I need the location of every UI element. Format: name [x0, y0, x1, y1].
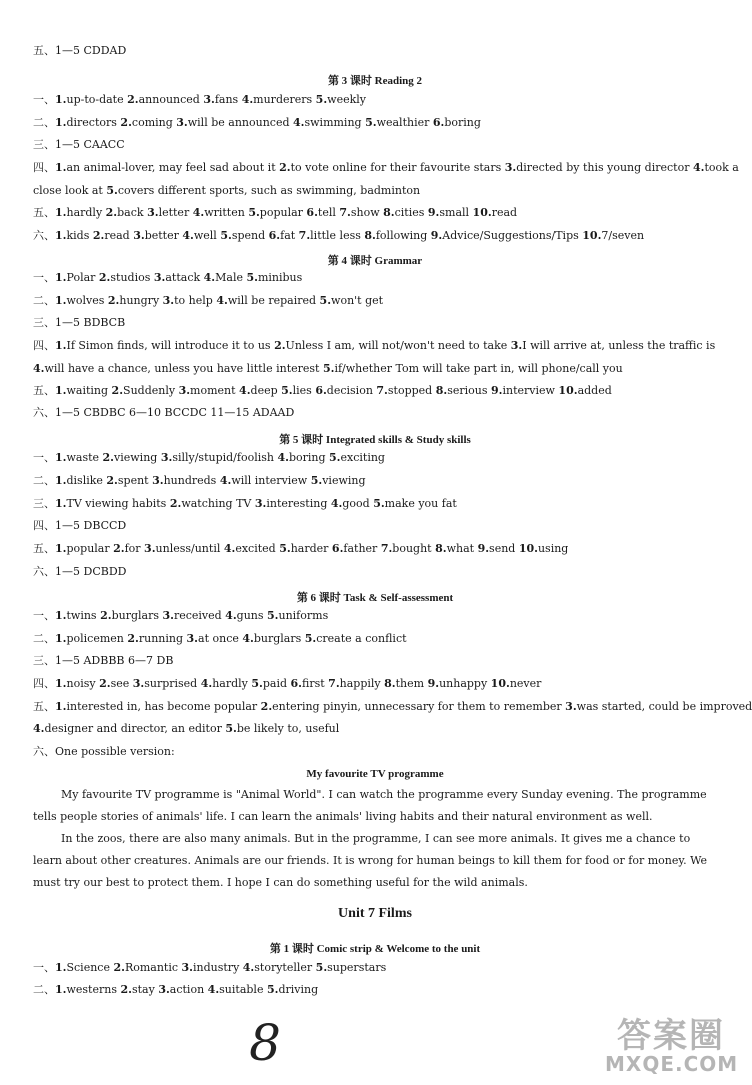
answer-line: 六、One possible version: — [33, 745, 175, 758]
answer-line: 三、1.TV viewing habits 2.watching TV 3.interesting 4.good 5.make you fat — [33, 497, 457, 510]
site-watermark — [605, 1008, 745, 1083]
answer-line: 四、1—5 DBCCD — [33, 519, 127, 532]
answer-line: close look at 5.covers different sports, such as swimming, badminton — [33, 184, 421, 197]
answer-line: 六、1—5 DCBDD — [33, 565, 127, 578]
answer-line: 二、1.westerns 2.stay 3.action 4.suitable 5.driving — [33, 983, 319, 996]
answer-line: 二、1.wolves 2.hungry 3.to help 4.will be repaired 5.won't get — [33, 294, 384, 307]
lesson-heading-grammar: 第 4 课时 Grammar — [327, 255, 423, 267]
lesson-heading-task: 第 6 课时 Task & Self-assessment — [296, 592, 454, 604]
lesson-heading-integrated-skills: 第 5 课时 Integrated skills & Study skills — [279, 434, 471, 446]
answer-line: 二、1.dislike 2.spent 3.hundreds 4.will interview 5.viewing — [33, 474, 366, 487]
unit-title: Unit 7 Films — [338, 906, 412, 921]
answer-line: 一、1.twins 2.burglars 3.received 4.guns 5.uniforms — [33, 609, 329, 622]
essay-title: My favourite TV programme — [306, 768, 444, 780]
answer-line: 四、1.an animal-lover, may feel sad about it 2.to vote online for their favourite stars 3.directed by this young director 4.took a — [33, 161, 739, 174]
watermark-url: MXQE.COM — [605, 1052, 739, 1076]
answer-line: 六、1—5 CBDBC 6—10 BCCDC 11—15 ADAAD — [33, 406, 295, 419]
answer-line: 二、1.policemen 2.running 3.at once 4.burglars 5.create a conflict — [33, 632, 407, 645]
answer-line: 三、1—5 ADBBB 6—7 DB — [33, 654, 174, 667]
answer-line: 一、1.up-to-date 2.announced 3.fans 4.murderers 5.weekly — [33, 93, 366, 106]
answer-line: 三、1—5 BDBCB — [33, 316, 126, 329]
answer-line: 一、1.waste 2.viewing 3.silly/stupid/foolish 4.boring 5.exciting — [33, 451, 385, 464]
page-number: 8 — [249, 1014, 281, 1072]
answer-line: 四、1.noisy 2.see 3.surprised 4.hardly 5.paid 6.first 7.happily 8.them 9.unhappy 10.never — [33, 677, 542, 690]
answer-line: 五、1—5 CDDAD — [33, 44, 127, 57]
lesson-heading-reading-2: 第 3 课时 Reading 2 — [327, 75, 423, 87]
answer-line: 五、1.popular 2.for 3.unless/until 4.excited 5.harder 6.father 7.bought 8.what 9.send 10.using — [33, 542, 569, 555]
answer-line: 二、1.directors 2.coming 3.will be announced 4.swimming 5.wealthier 6.boring — [33, 116, 481, 129]
answer-line: 三、1—5 CAACC — [33, 138, 125, 151]
answer-line: 一、1.Polar 2.studios 3.attack 4.Male 5.minibus — [33, 271, 303, 284]
answer-line: 四、1.If Simon finds, will introduce it to us 2.Unless I am, will not/won't need to take 3.I will arrive at, unless the traffic is — [33, 339, 716, 352]
answer-line: 五、1.waiting 2.Suddenly 3.moment 4.deep 5.lies 6.decision 7.stopped 8.serious 9.interview 10.added — [33, 384, 612, 397]
essay-paragraph-1: My favourite TV programme is "Animal World". I can watch the programme every Sunday evening. The programme tells people stories of animals' life. I can learn the animals' living habits and their natural environment as well. — [33, 788, 707, 823]
answer-line: 五、1.interested in, has become popular 2.entering pinyin, unnecessary for them to remember 3.was started, could be improved — [33, 700, 752, 713]
answer-line: 五、1.hardly 2.back 3.letter 4.written 5.popular 6.tell 7.show 8.cities 9.small 10.read — [33, 206, 518, 219]
answer-line: 4.designer and director, an editor 5.be likely to, useful — [33, 722, 340, 735]
answer-line: 一、1.Science 2.Romantic 3.industry 4.storyteller 5.superstars — [33, 961, 387, 974]
answer-line: 六、1.kids 2.read 3.better 4.well 5.spend 6.fat 7.little less 8.following 9.Advice/Suggestions/Tips 10.7/seven — [33, 229, 645, 242]
watermark-logo-text: 答案圈 — [617, 1016, 725, 1056]
answer-line: 4.will have a chance, unless you have little interest 5.if/whether Tom will take part in, will phone/call you — [33, 362, 623, 375]
essay-paragraph-2: In the zoos, there are also many animals. But in the programme, I can see more animals. It gives me a chance to learn about other creatures. Animals are our friends. It is wrong for human beings to kill them for food or for money. We must try our best to protect them. I hope I can do something useful for the wild animals. — [33, 832, 708, 889]
lesson-heading-comic-strip: 第 1 课时 Comic strip & Welcome to the unit — [269, 943, 481, 955]
